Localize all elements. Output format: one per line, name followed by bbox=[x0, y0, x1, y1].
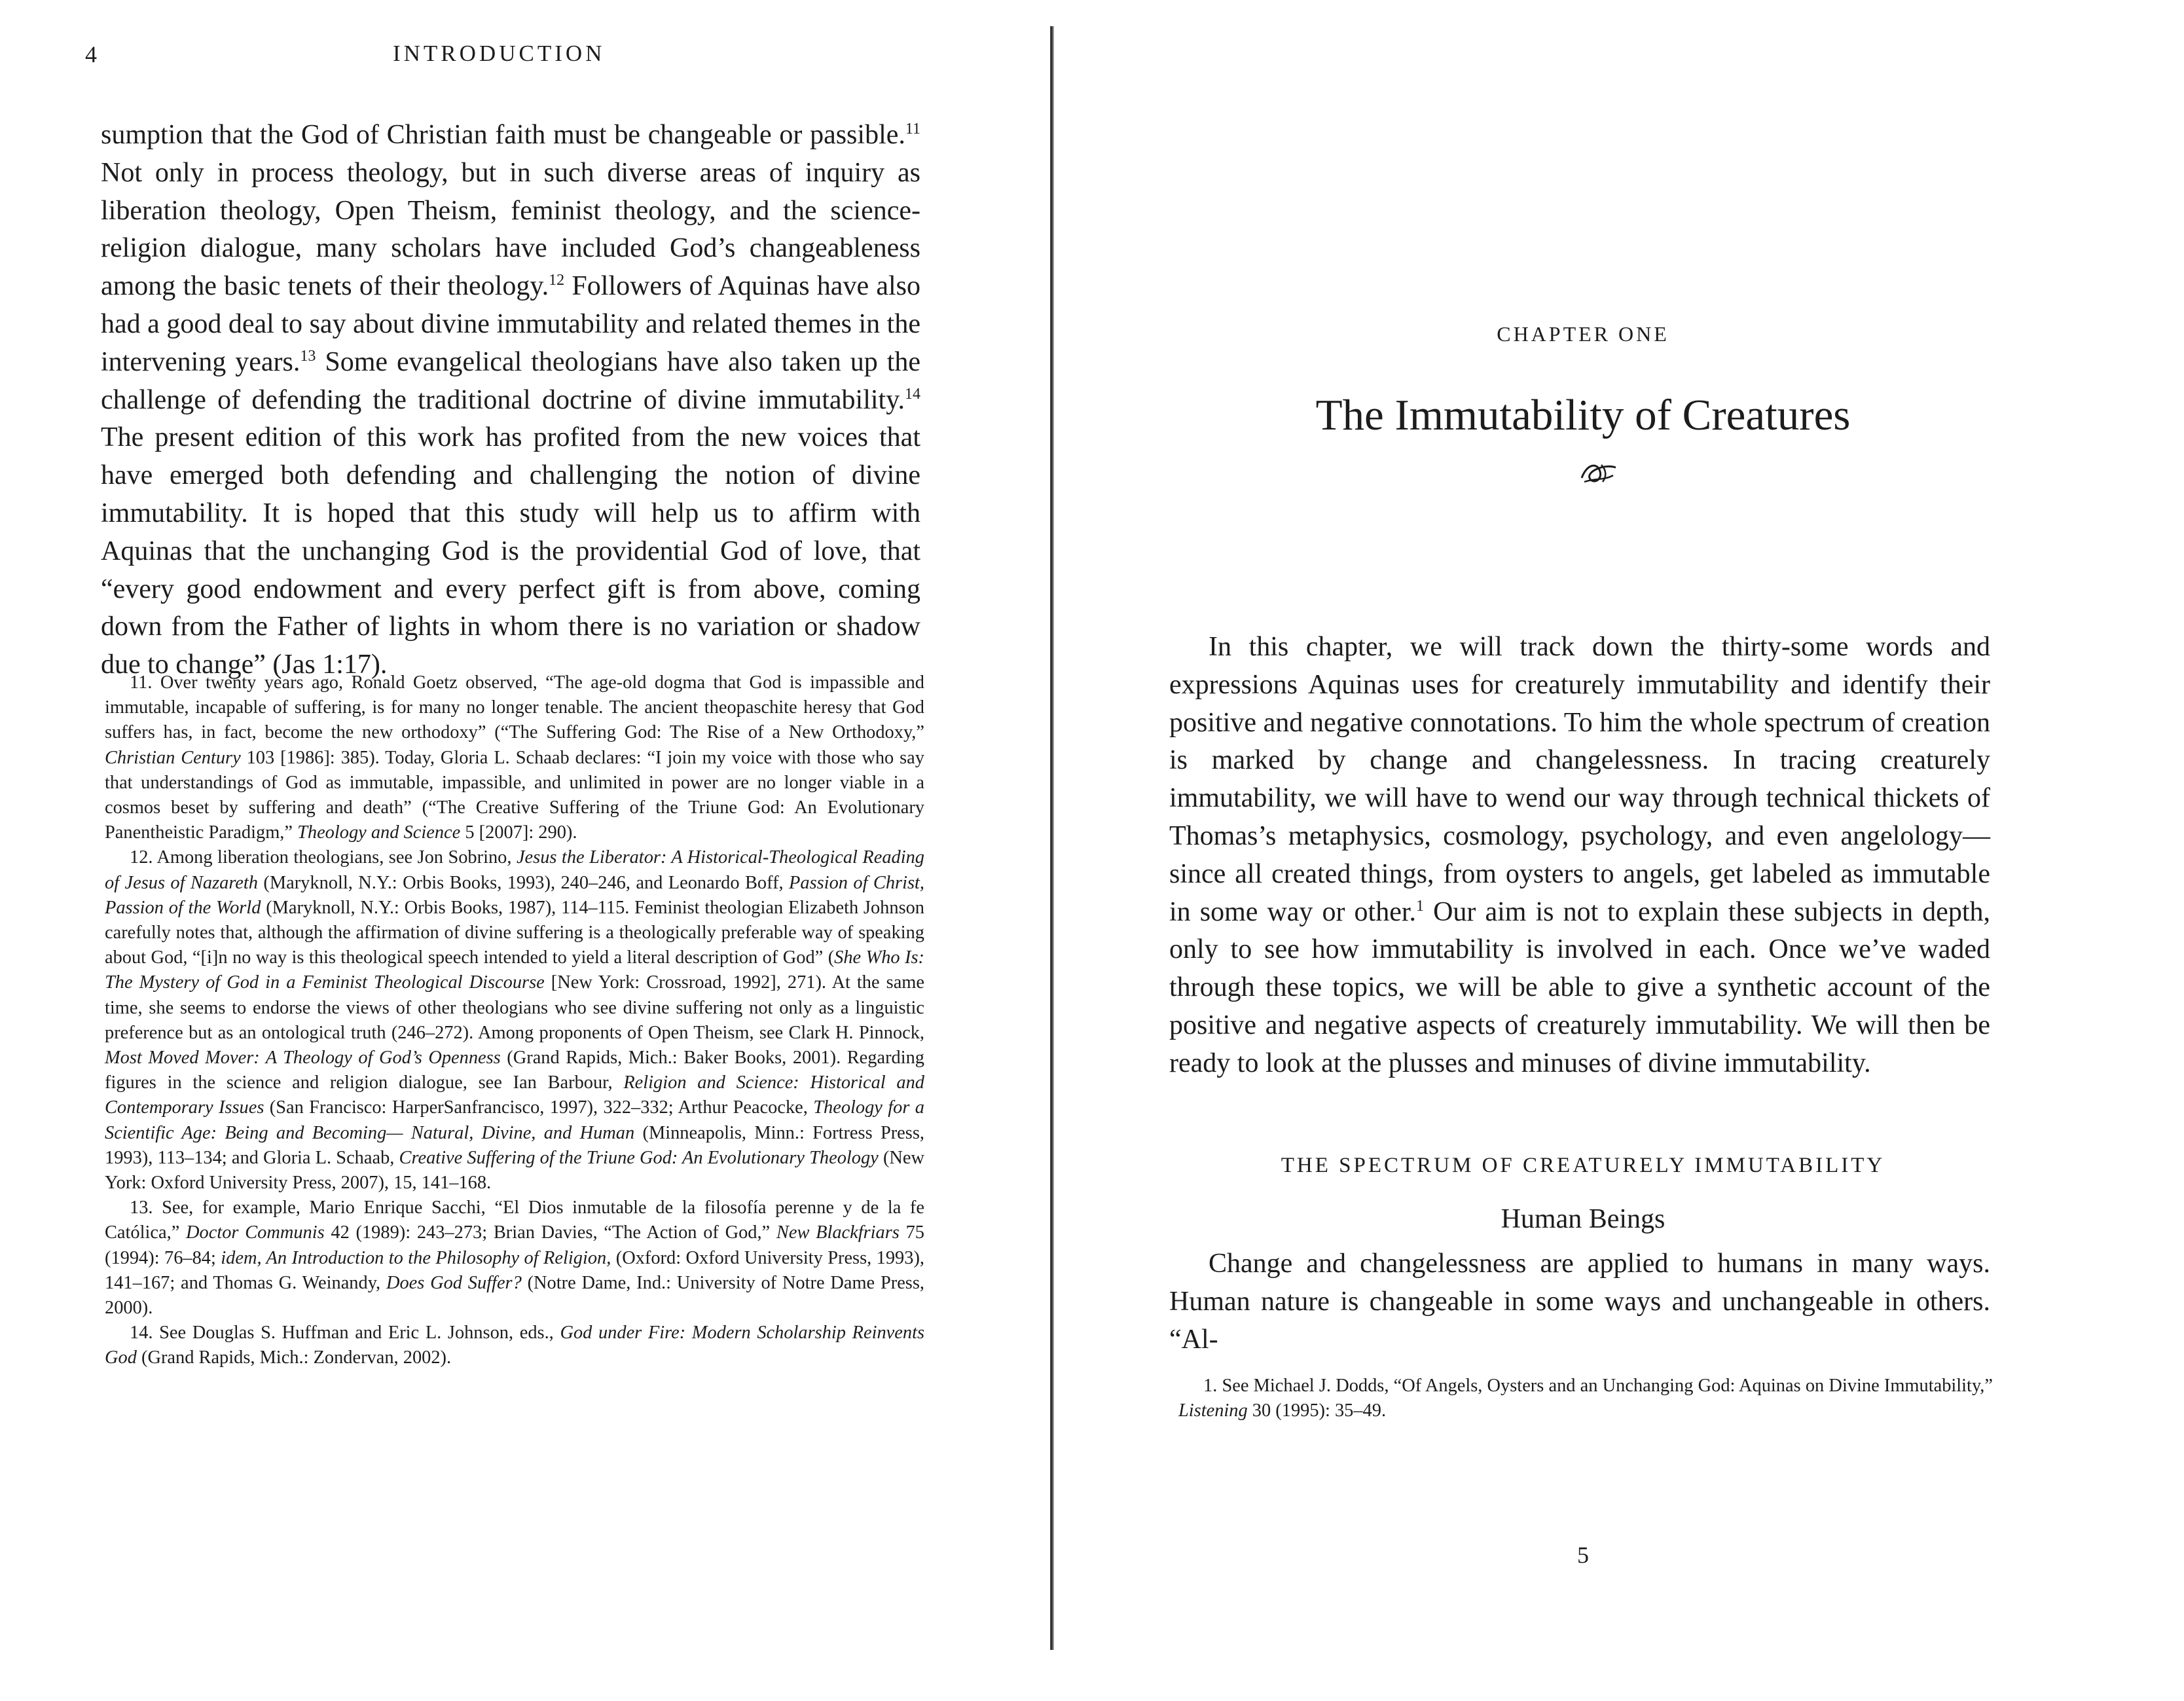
left-page bbox=[0, 0, 1021, 1701]
running-head-title: INTRODUCTION bbox=[393, 41, 606, 66]
chapter-label: CHAPTER ONE bbox=[1497, 322, 1669, 346]
chapter-intro-text bbox=[1169, 629, 1990, 1083]
footnote-1: 1. See Michael J. Dodds, “Of Angels, Oysters and an Unchanging God: Aquinas on Divine Immutability,” Listening 30 (1995): 35–49. bbox=[1178, 1376, 1993, 1421]
right-page bbox=[1061, 0, 2184, 1701]
chapter-title: The Immutability of Creatures bbox=[1315, 391, 1851, 439]
section-paragraph: Change and changelessness are applied to humans in many ways. Human nature is changeable in some ways and unchangeable in others. “Al- bbox=[1169, 1249, 1990, 1355]
footnote-12: 12. Among liberation theologians, see Jon Sobrino, Jesus the Liberator: A Historical-Theological Reading of Jesus of Nazareth (Maryknoll, N.Y.: Orbis Books, 1993), 240–246, and Leonardo Boff, Passion of Christ, Passion of the World (Maryknoll, N.Y.: Orbis Books, 1987), 114–115. Feminist theologian Elizabeth Johnson carefully notes that, although the affirmation of divine suffering is a theologically preferable way of speaking about God, “[i]n no way is this theological speech intended to yield a literal description of God” (She Who Is: The Mystery of God in a Feminist Theological Discourse [New York: Crossroad, 1992], 271). At the same time, she seems to endorse the views of other theologians who see divine suffering not only as a linguistic preference but as an ontological truth (246–272). Among proponents of Open Theism, see Clark H. Pinnock, Most Moved Mover: A Theology of God’s Openness (Grand Rapids, Mich.: Baker Books, 2001). Regarding figures in the science and religion dialogue, see Ian Barbour, Religion and Science: Historical and Contemporary Issues (San Francisco: HarperSanfrancisco, 1997), 322–332; Arthur Peacocke, Theology for a Scientific Age: Being and Becoming— Natural, Divine, and Human (Minneapolis, Minn.: Fortress Press, 1993), 113–134; and Gloria L. Schaab, Creative Suffering of the Triune God: An Evolutionary Theology (New York: Oxford University Press, 2007), 15, 141–168. bbox=[105, 847, 925, 1194]
footnote-14: 14. See Douglas S. Huffman and Eric L. Johnson, eds., God under Fire: Modern Scholarship Reinvents God (Grand Rapids, Mich.: Zondervan, 2002). bbox=[105, 1323, 925, 1368]
book-gutter bbox=[1050, 26, 1054, 1650]
page-number-left: 4 bbox=[85, 41, 97, 67]
section-heading: THE SPECTRUM OF CREATURELY IMMUTABILITY bbox=[1281, 1154, 1885, 1177]
right-footnotes bbox=[1178, 1374, 1993, 1423]
section-body-text bbox=[1169, 1245, 1990, 1359]
chapter-intro-paragraph: In this chapter, we will track down the thirty-some words and expressions Aquinas uses for creaturely immutability and identify their positive and negative connotations. To him the whole spectrum of creation is marked by change and changelessness. In tracing creaturely immutability, we will have to wend our way through technical thickets of Thomas’s metaphysics, cosmology, psychology, and even angelology—since all created things, from oysters to angels, get labeled as immutable in some way or other.$^1$ Our aim is not to explain these subjects in depth, only to see how immutability is involved in each. Once we’ve waded through these topics, we will be able to give a synthetic account of the positive and negative aspects of creaturely immutability. We will then be ready to look at the plusses and minuses of divine immutability. bbox=[1169, 632, 1990, 1078]
footnote-13: 13. See, for example, Mario Enrique Sacchi, “El Dios inmutable de la filosofía perenne y de la fe Católica,” Doctor Communis 42 (1989): 243–273; Brian Davies, “The Action of God,” New Blackfriars 75 (1994): 76–84; idem, An Introduction to the Philosophy of Religion, (Oxford: Oxford University Press, 1993), 141–167; and Thomas G. Weinandy, Does God Suffer? (Notre Dame, Ind.: University of Notre Dame Press, 2000). bbox=[105, 1198, 925, 1319]
running-head-left bbox=[0, 41, 1021, 73]
subsection-heading: Human Beings bbox=[1501, 1204, 1665, 1234]
flourish-ornament-icon bbox=[1578, 458, 1620, 487]
left-footnotes bbox=[105, 670, 924, 1371]
page-number-right: 5 bbox=[1577, 1542, 1589, 1568]
left-body-paragraph: sumption that the God of Christian faith must be changeable or passible.$^{11}$ Not only in process theology, but in such diverse areas of inquiry as liberation theology, Open Theism, feminist theology, and the science-religion dialogue, many scholars have included God’s changeableness among the basic tenets of their theology.$^{12}$ Followers of Aquinas have also had a good deal to say about divine immutability and related themes in the intervening years.$^{13}$ Some evangelical theologians have also taken up the challenge of defending the traditional doctrine of divine immutability.$^{14}$ The present edition of this work has profited from the new voices that have emerged both defending and challenging the notion of divine immutability. It is hoped that this study will help us to affirm with Aquinas that the unchanging God is the providential God of love, that “every good endowment and every perfect gift is from above, coming down from the Father of lights in whom there is no variation or shadow due to change” (Jas 1:17). bbox=[101, 120, 920, 680]
footnote-11: 11. Over twenty years ago, Ronald Goetz observed, “The age-old dogma that God is impassible and immutable, incapable of suffering, is for many no longer tenable. The ancient theopaschite heresy that God suffers has, in fact, become the new orthodoxy” (“The Suffering God: The Rise of a New Orthodoxy,” Christian Century 103 [1986]: 385). Today, Gloria L. Schaab declares: “I join my voice with those who say that understandings of God as immutable, impassible, and unlimited in power are no longer viable in a cosmos beset by suffering and death” (“The Creative Suffering of the Triune God: An Evolutionary Panentheistic Paradigm,” Theology and Science 5 [2007]: 290). bbox=[105, 672, 924, 843]
left-body-text bbox=[101, 117, 920, 684]
